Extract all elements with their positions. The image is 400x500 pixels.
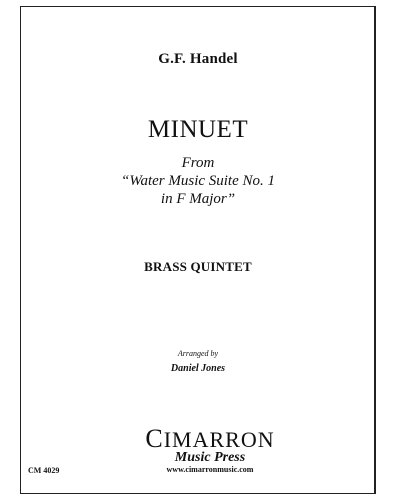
publisher-name-rest: IMARRON: [163, 427, 275, 452]
arranger-name: Daniel Jones: [170, 363, 226, 374]
publisher-logo: [145, 424, 275, 474]
subtitle-line-key: in F Major”: [160, 191, 236, 207]
publisher-name-initial: C: [145, 424, 164, 453]
piece-title: MINUET: [147, 116, 249, 143]
arranged-by-label: Arranged by: [177, 349, 219, 358]
publisher-url: www.cimarronmusic.com: [166, 465, 254, 474]
publisher-name: [145, 424, 275, 453]
ensemble-label: BRASS QUINTET: [144, 259, 252, 274]
composer-name: G.F. Handel: [158, 51, 238, 67]
piece-subtitle: [20, 154, 376, 208]
subtitle-line-from: From: [181, 155, 215, 171]
page-border: [20, 6, 376, 494]
publisher-subname: Music Press: [174, 450, 246, 465]
catalog-number: CM 4029: [28, 466, 60, 475]
subtitle-line-work: “Water Music Suite No. 1: [120, 173, 276, 189]
